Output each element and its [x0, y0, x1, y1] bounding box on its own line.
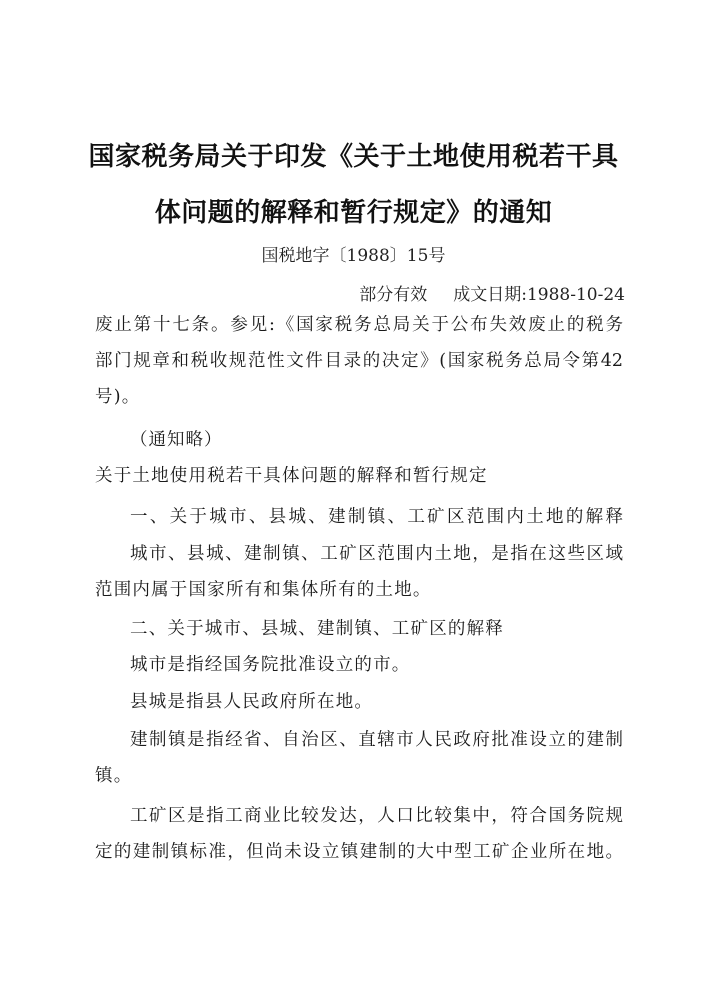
paragraph-line: 号)。: [95, 387, 141, 407]
issue-date: 成文日期:1988-10-24: [453, 285, 625, 305]
paragraph-line: 县城是指县人民政府所在地。: [130, 692, 374, 712]
paragraph-line: 定的建制镇标准，但尚未设立镇建制的大中型工矿企业所在地。: [95, 842, 623, 862]
paragraph-line: 范围内属于国家所有和集体所有的土地。: [95, 580, 432, 600]
paragraph-line: 城市、县城、建制镇、工矿区范围内土地，是指在这些区域: [130, 544, 623, 564]
document-meta: [359, 283, 625, 307]
section-heading: 关于土地使用税若干具体问题的解释和暂行规定: [95, 466, 488, 486]
paragraph-line: 废止第十七条。参见:《国家税务总局关于公布失效废止的税务: [95, 315, 623, 335]
validity-status: 部分有效: [359, 285, 428, 305]
document-number: 国税地字〔1988〕15号: [261, 246, 446, 266]
paragraph-line: 城市是指经国务院批准设立的市。: [130, 655, 411, 675]
paragraph-line: 镇。: [95, 766, 133, 786]
document-title-line-1: 国家税务局关于印发《关于土地使用税若干具: [88, 142, 619, 172]
notice-omitted-note: （通知略）: [130, 430, 223, 450]
paragraph-line: 部门规章和税收规范性文件目录的决定》(国家税务总局令第42: [95, 351, 623, 371]
section-heading: 二、关于城市、县城、建制镇、工矿区的解释: [130, 619, 504, 639]
document-title-line-2: 体问题的解释和暂行规定》的通知: [154, 198, 553, 228]
paragraph-line: 工矿区是指工商业比较发达，人口比较集中，符合国务院规: [130, 806, 623, 826]
section-heading: 一、关于城市、县城、建制镇、工矿区范围内土地的解释: [130, 507, 623, 527]
paragraph-line: 建制镇是指经省、自治区、直辖市人民政府批准设立的建制: [130, 730, 623, 750]
